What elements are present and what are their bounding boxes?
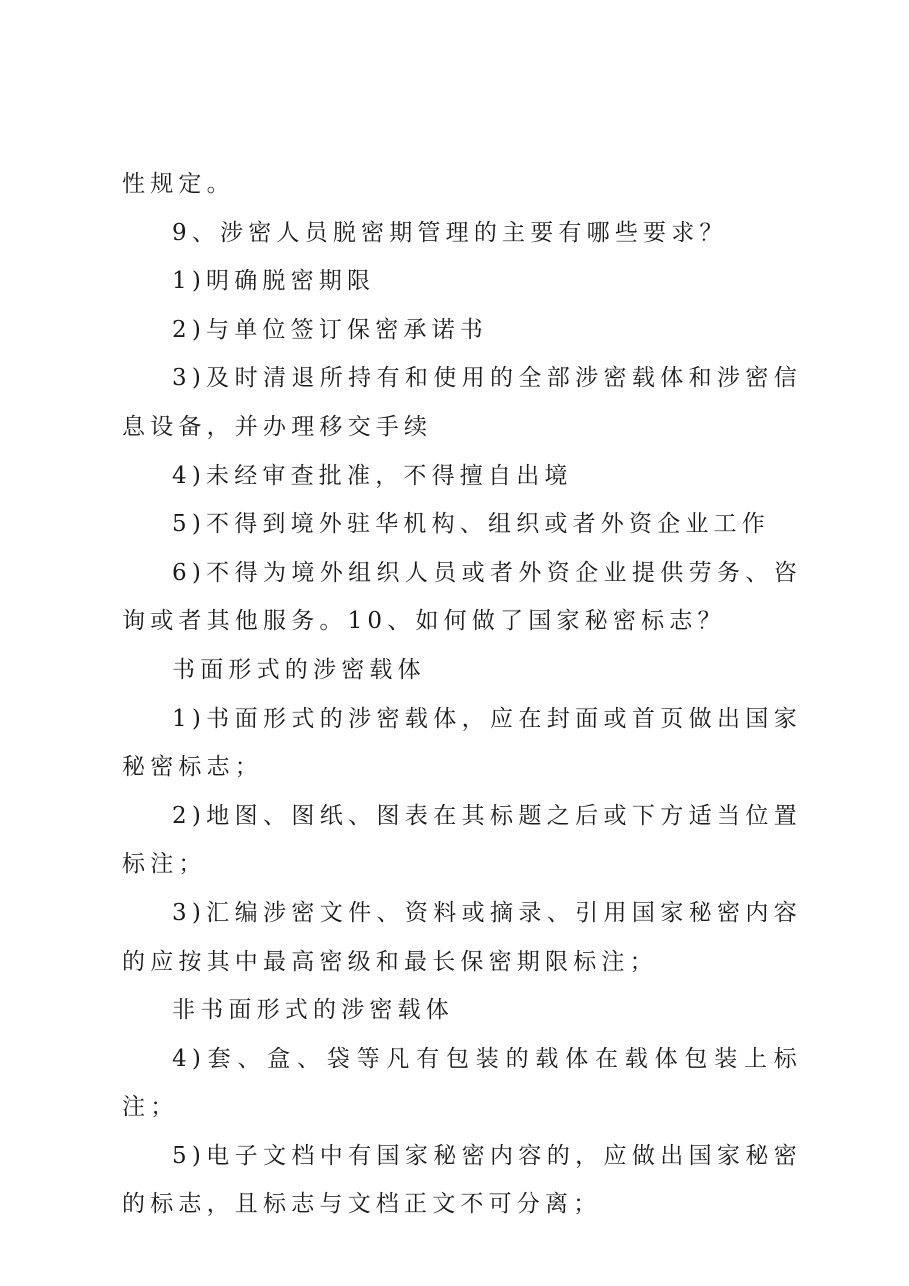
list-item: 3)汇编涉密文件、资料或摘录、引用国家秘密内容的应按其中最高密级和最长保密期限标注； [122,899,802,975]
list-item: 4)套、盒、袋等凡有包装的载体在载体包装上标注； [122,1045,802,1121]
list-item: 2)与单位签订保密承诺书 [172,316,489,343]
list-item: 5)不得到境外驻华机构、组织或者外资企业工作 [172,511,771,538]
list-item: 5)电子文档中有国家秘密内容的，应做出国家秘密的标志，且标志与文档正文不可分离； [122,1142,802,1218]
question-heading: 9、涉密人员脱密期管理的主要有哪些要求？ [172,219,728,246]
list-item: 4)未经审查批准，不得擅自出境 [172,462,573,489]
paragraph: 性规定。 [122,171,235,197]
section-subheading: 非书面形式的涉密载体 [172,997,454,1024]
list-item: 1)书面形式的涉密载体，应在封面或首页做出国家秘密标志； [122,705,802,781]
list-item: 6)不得为境外组织人员或者外资企业提供劳务、咨询或者其他服务。10、如何做了国家秘密标志？ [122,559,802,635]
document-body [122,160,802,1229]
section-subheading: 书面形式的涉密载体 [172,656,426,683]
list-item: 3)及时清退所持有和使用的全部涉密载体和涉密信息设备，并办理移交手续 [122,365,802,440]
list-item: 2)地图、图纸、图表在其标题之后或下方适当位置标注； [122,802,802,878]
list-item: 1)明确脱密期限 [172,268,376,295]
